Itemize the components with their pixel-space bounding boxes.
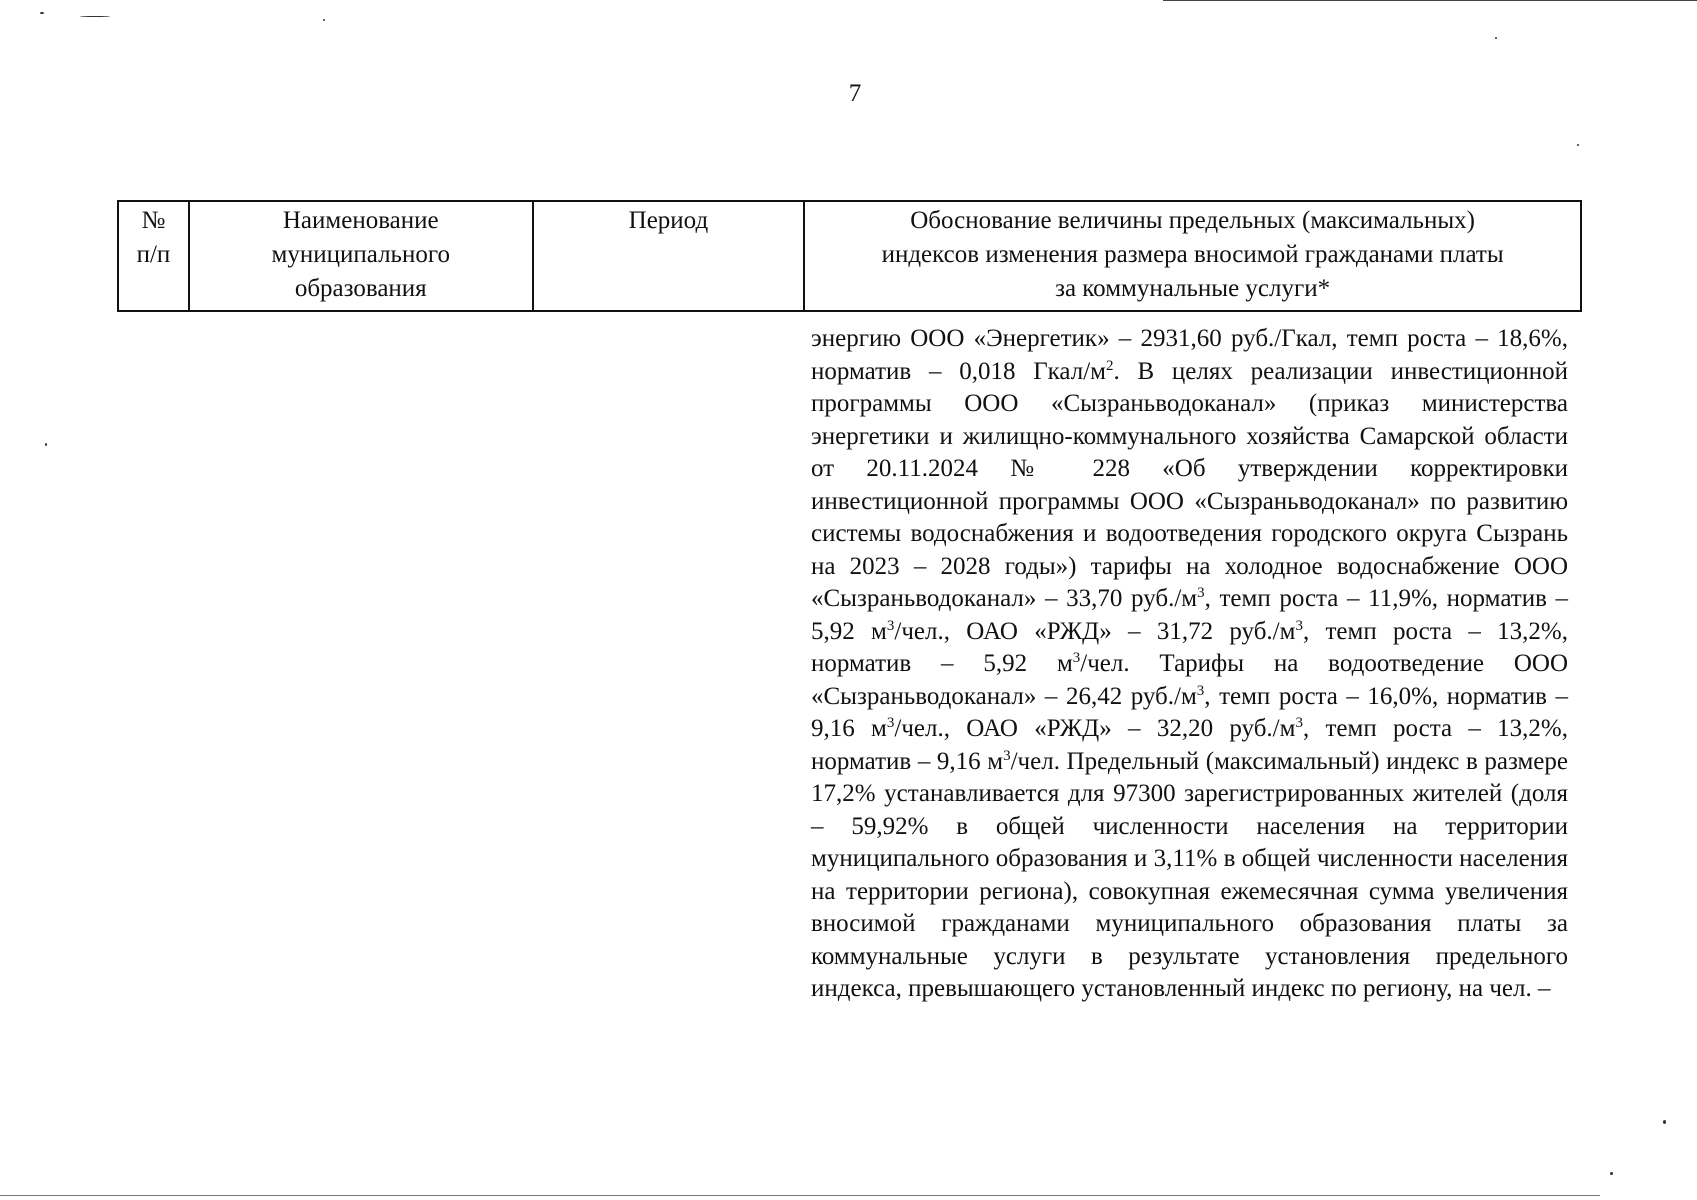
text-fragment: , темп роста – 13,2%, норматив – 5,92 м [811,617,1568,677]
superscript: 3 [1072,650,1081,666]
superscript: 3 [1295,617,1303,634]
scan-speck [45,443,47,446]
table-header-row [118,201,1581,311]
text-fragment: /чел., ОАО «РЖД» – 31,72 руб./м [894,617,1296,645]
scan-speck [1663,1120,1666,1124]
text-fragment: , темп роста – 16,0%, норматив – 9,16 м [811,682,1568,742]
scan-speck [1495,37,1497,39]
page-number: 7 [848,80,862,107]
text-fragment: энергию ООО «Энергетик» – 2931,60 руб./Гкал, темп роста – 18,6%, норматив – 0,018 Гкал/м [811,325,1568,385]
header-cell-justification: Обоснование величины предельных (максимальных) индексов изменения размера вносимой гражданами платы за коммунальные услуги* [804,201,1581,311]
header-cell-period: Период [533,201,805,311]
scan-speck [80,16,110,17]
header-cell-number: № п/п [118,201,189,311]
text-fragment: , темп роста – 13,2%, норматив – 9,16 м [811,715,1568,775]
text-fragment: , темп роста – 11,9%, норматив – 5,92 м [811,585,1569,645]
text-fragment: . В целях реализации инвестиционной программы ООО «Сызраньводоканал» (приказ министерства энергетики и жилищно-коммунального хозяйства Самарской области от 20.11.2024 № 228 «Об утверждении корректировки инвестиционной программы ООО «Сызраньводоканал» по развитию системы водоснабжения и водоотведения городского округа Сызрань на 2023 – 2028 годы») тарифы на холодное водоснабжение ООО «Сызраньводоканал» – 33,70 руб./м [811,357,1568,612]
superscript: 3 [1197,585,1205,601]
scan-speck [1577,144,1579,146]
header-cell-municipality: Наименование муниципального образования [189,201,533,311]
text-fragment: /чел. Предельный (максимальный) индекс в размере 17,2% устанавливается для 97300 зарегистрированных жителей (доля – 59,92% в общей численности населения на территории муниципального образования и 3,11% в общей численности населения на территории региона), совокупная ежемесячная сумма увеличения вносимой гражданами муниципального образования платы за коммунальные услуги в результате установления предельного индекса, превышающего установленный индекс по региону, на чел. – [811,747,1568,1002]
superscript: 3 [1003,747,1011,764]
scan-speck [1610,1172,1613,1175]
text-fragment: /чел., ОАО «РЖД» – 32,20 руб./м [894,715,1296,742]
superscript: 3 [886,617,895,634]
justification-text [811,323,1568,1006]
text-fragment: /чел. Тарифы на водоотведение ООО «Сызраньводоканал» – 26,42 руб./м [811,650,1568,710]
superscript: 3 [886,715,895,731]
scan-speck [40,12,44,14]
scan-speck [323,19,325,21]
superscript: 2 [1106,357,1114,374]
superscript: 3 [1295,715,1303,731]
superscript: 3 [1196,682,1205,699]
bottom-rule [0,1195,1600,1196]
top-rule [1163,0,1697,1]
table-header [117,200,1582,312]
